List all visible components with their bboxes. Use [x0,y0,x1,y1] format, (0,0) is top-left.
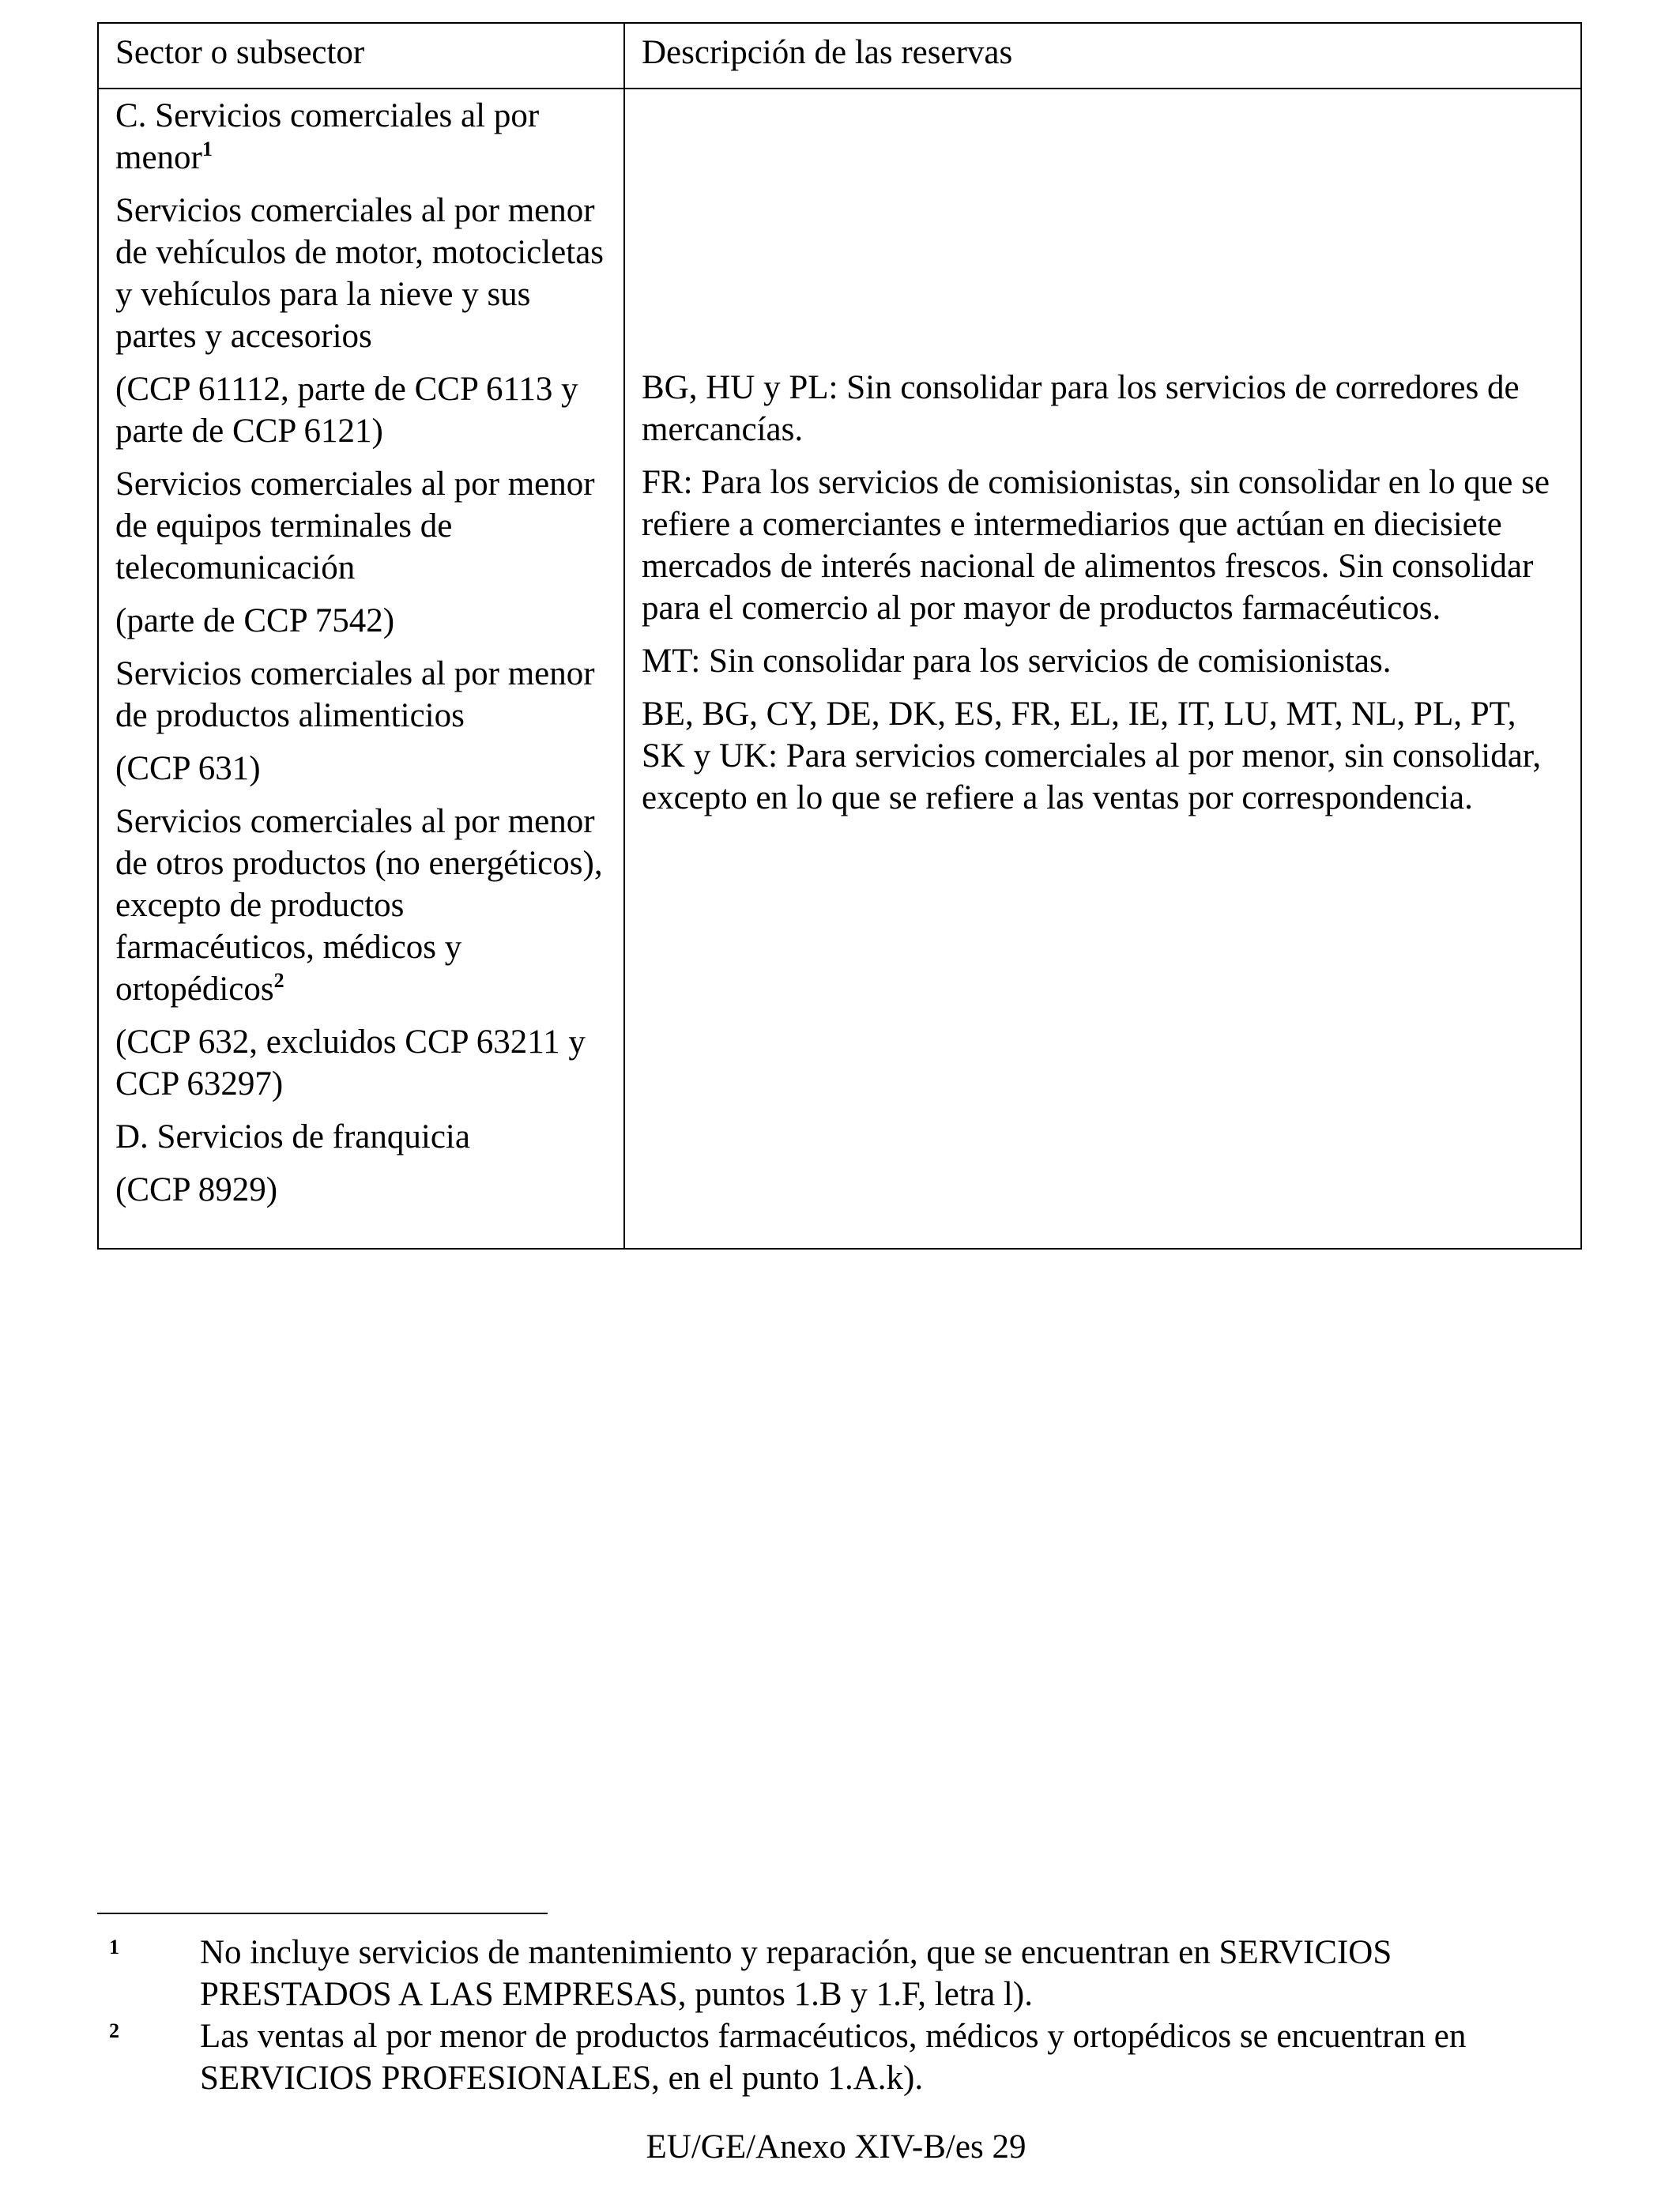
footnote [109,1932,1579,2015]
table-header-row [98,23,1581,89]
table-body-row [98,89,1581,1249]
footnote-text: No incluye servicios de mantenimiento y reparación, que se encuentran en SERVICIOS PRESTADOS A LAS EMPRESAS, puntos 1.B y 1.F, letra l). [200,1934,1392,2013]
sector-paragraph: (parte de CCP 7542) [115,602,395,639]
footnote [109,2015,1579,2099]
sector-paragraph: Servicios comerciales al por menor de productos alimenticios [115,655,595,734]
sector-text: C. Servicios comerciales al por menor [115,97,540,176]
sector-paragraph: Servicios comerciales al por menor de vehículos de motor, motocicletas y vehículos para la nieve y sus partes y accesorios [115,192,605,355]
description-paragraph: BE, BG, CY, DE, DK, ES, FR, EL, IE, IT, LU, MT, NL, PL, PT, SK y UK: Para servicios comerciales al por menor, sin consolidar, excepto en lo que se refiere a las ventas por correspondencia. [642,696,1542,816]
sector-paragraph: (CCP 8929) [115,1171,278,1208]
footnote-separator [97,1913,548,1914]
footnote-reference: 2 [273,969,284,992]
header-sector: Sector o subsector [98,23,624,89]
sector-paragraph: (CCP 61112, parte de CCP 6113 y parte de CCP 6121) [115,371,578,450]
sector-paragraph [115,801,608,1010]
sector-paragraph: (CCP 631) [115,750,261,787]
sector-paragraph [115,95,608,179]
sector-paragraph: Servicios comerciales al por menor de equipos terminales de telecomunicación [115,466,595,586]
description-paragraph: MT: Sin consolidar para los servicios de comisionistas. [642,643,1392,680]
description-paragraph: FR: Para los servicios de comisionistas, sin consolidar en lo que se refiere a comerciantes e intermediarios que actúan en diecisiete mercados de interés nacional de alimentos frescos. Sin consolidar para el comercio al por mayor de productos farmacéuticos. [642,464,1550,627]
footnote-number: 2 [109,2019,119,2042]
blank-space [642,95,1565,367]
header-description: Descripción de las reservas [624,23,1581,89]
sector-cell [98,89,624,1249]
page-footer [0,2126,1680,2168]
footnote-number: 1 [109,1936,119,1958]
footnote-text: Las ventas al por menor de productos farmacéuticos, médicos y ortopédicos se encuentran en SERVICIOS PROFESIONALES, en el punto 1.A.k). [200,2018,1467,2097]
footnotes [109,1932,1579,2099]
page-reference: EU/GE/Anexo XIV-B/es 29 [646,2128,1026,2166]
sector-text: Servicios comerciales al por menor de otros productos (no energéticos), excepto de productos farmacéuticos, médicos y ortopédicos [115,803,603,1008]
description-paragraph: BG, HU y PL: Sin consolidar para los servicios de corredores de mercancías. [642,369,1520,448]
footnote-reference: 1 [202,138,213,160]
reservations-table [97,22,1582,1250]
sector-paragraph: D. Servicios de franquicia [115,1118,470,1155]
description-cell [624,89,1581,1249]
sector-paragraph: (CCP 632, excluidos CCP 63211 y CCP 63297) [115,1023,586,1103]
